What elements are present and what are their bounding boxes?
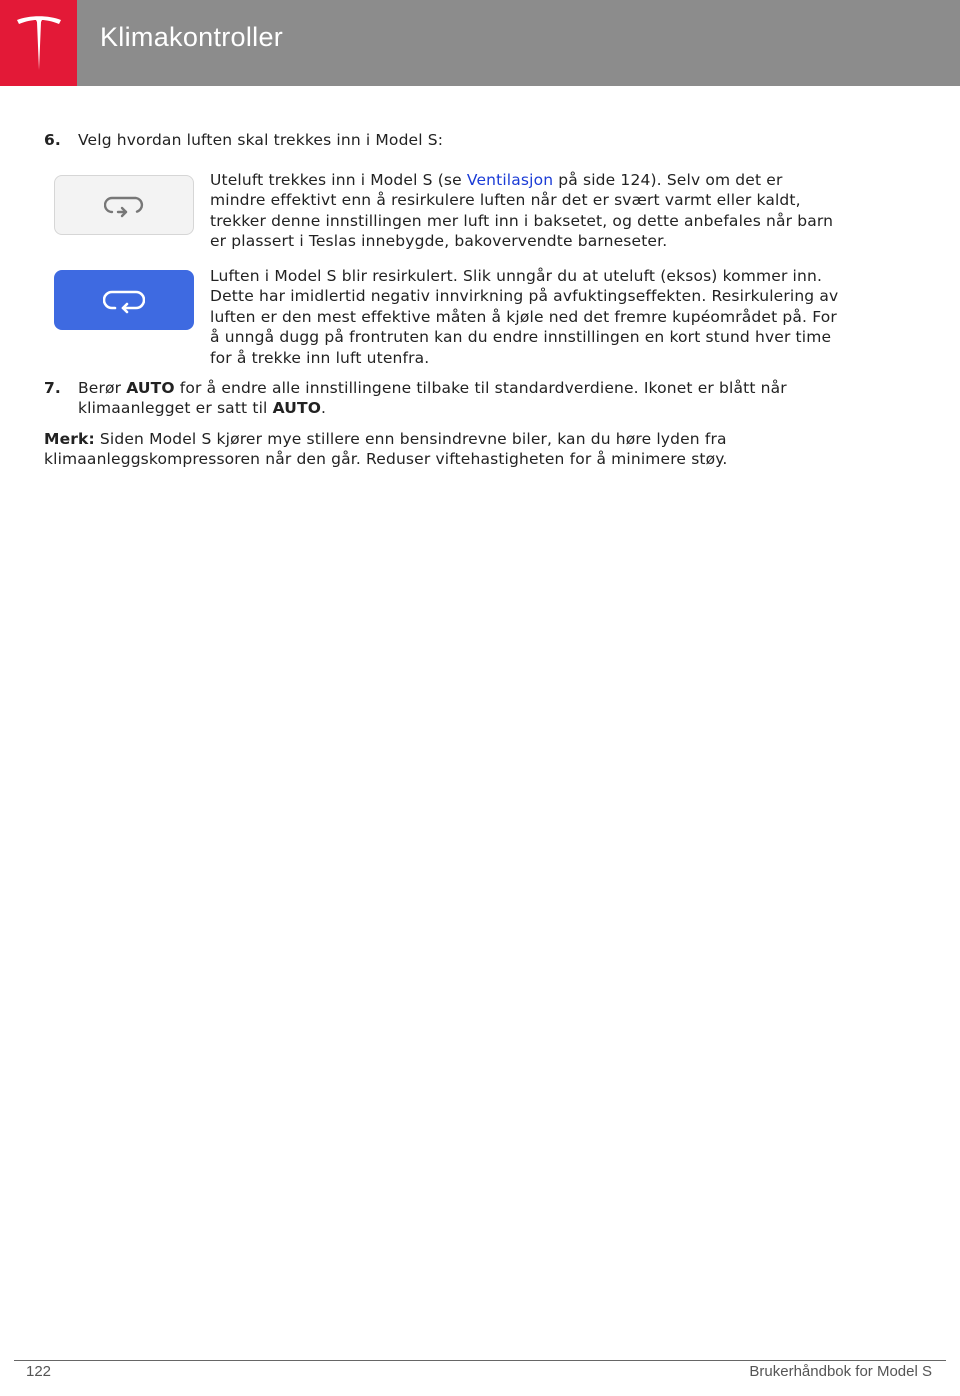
recirculate-button[interactable] [54, 270, 194, 330]
step-number: 7. [44, 379, 61, 397]
outside-air-button[interactable] [54, 175, 194, 235]
step-text: Velg hvordan luften skal trekkes inn i Model S: [78, 131, 444, 149]
step-text-cont: for å endre alle innstillingene tilbake til standardverdiene. Ikonet er blått når klimaanlegget er satt til [78, 379, 787, 418]
step-6 [44, 130, 874, 370]
air-intake-icon [104, 192, 144, 218]
note [44, 429, 874, 470]
tesla-logo [0, 0, 77, 86]
page-title: Klimakontroller [100, 22, 284, 52]
outside-air-text-cont: på side 124). Selv om det er mindre effektivt enn å resirkulere luften når det er svært varmt eller kaldt, trekker denne innstillingen mer luft inn i baksetet, og dette anbefales når barn er plassert i Teslas innebygde, bakovervendte barneseter. [210, 171, 834, 251]
step-text: Berør [78, 379, 127, 397]
recirculate-description: Luften i Model S blir resirkulert. Slik unngår du at uteluft (eksos) kommer inn. Dette har imidlertid negativ innvirkning på avfuktingseffekten. Resirkulering av luften er den mest effektive måten å kjøle ned det fremre kupéområdet på. For å unngå dugg på frontruten kan du endre innstillingen en kort stund hver time for å trekke inn luft utenfra. [210, 267, 839, 367]
outside-air-description [210, 170, 840, 252]
outside-air-text: Uteluft trekkes inn i Model S (se [210, 171, 467, 189]
footer-divider [14, 1360, 946, 1361]
auto-label: AUTO [272, 399, 322, 418]
ventilation-link[interactable]: Ventilasjon [466, 171, 554, 189]
note-label: Merk: [44, 429, 95, 448]
page-number: 122 [26, 1363, 52, 1380]
auto-label: AUTO [126, 379, 175, 397]
manual-title: Brukerhåndbok for Model S [749, 1363, 932, 1380]
note-text: Siden Model S kjører mye stillere enn bensindrevne biler, kan du høre lyden fra klimaanleggskompressoren når den går. Reduser viftehastigheten for å minimere støy. [44, 429, 728, 469]
tesla-logo-icon [14, 14, 64, 72]
recirculate-icon [103, 286, 145, 314]
step-7 [44, 378, 874, 419]
step-text-end: . [321, 399, 327, 418]
page-content [44, 130, 874, 470]
step-number: 6. [44, 131, 61, 149]
page-header [0, 0, 960, 86]
